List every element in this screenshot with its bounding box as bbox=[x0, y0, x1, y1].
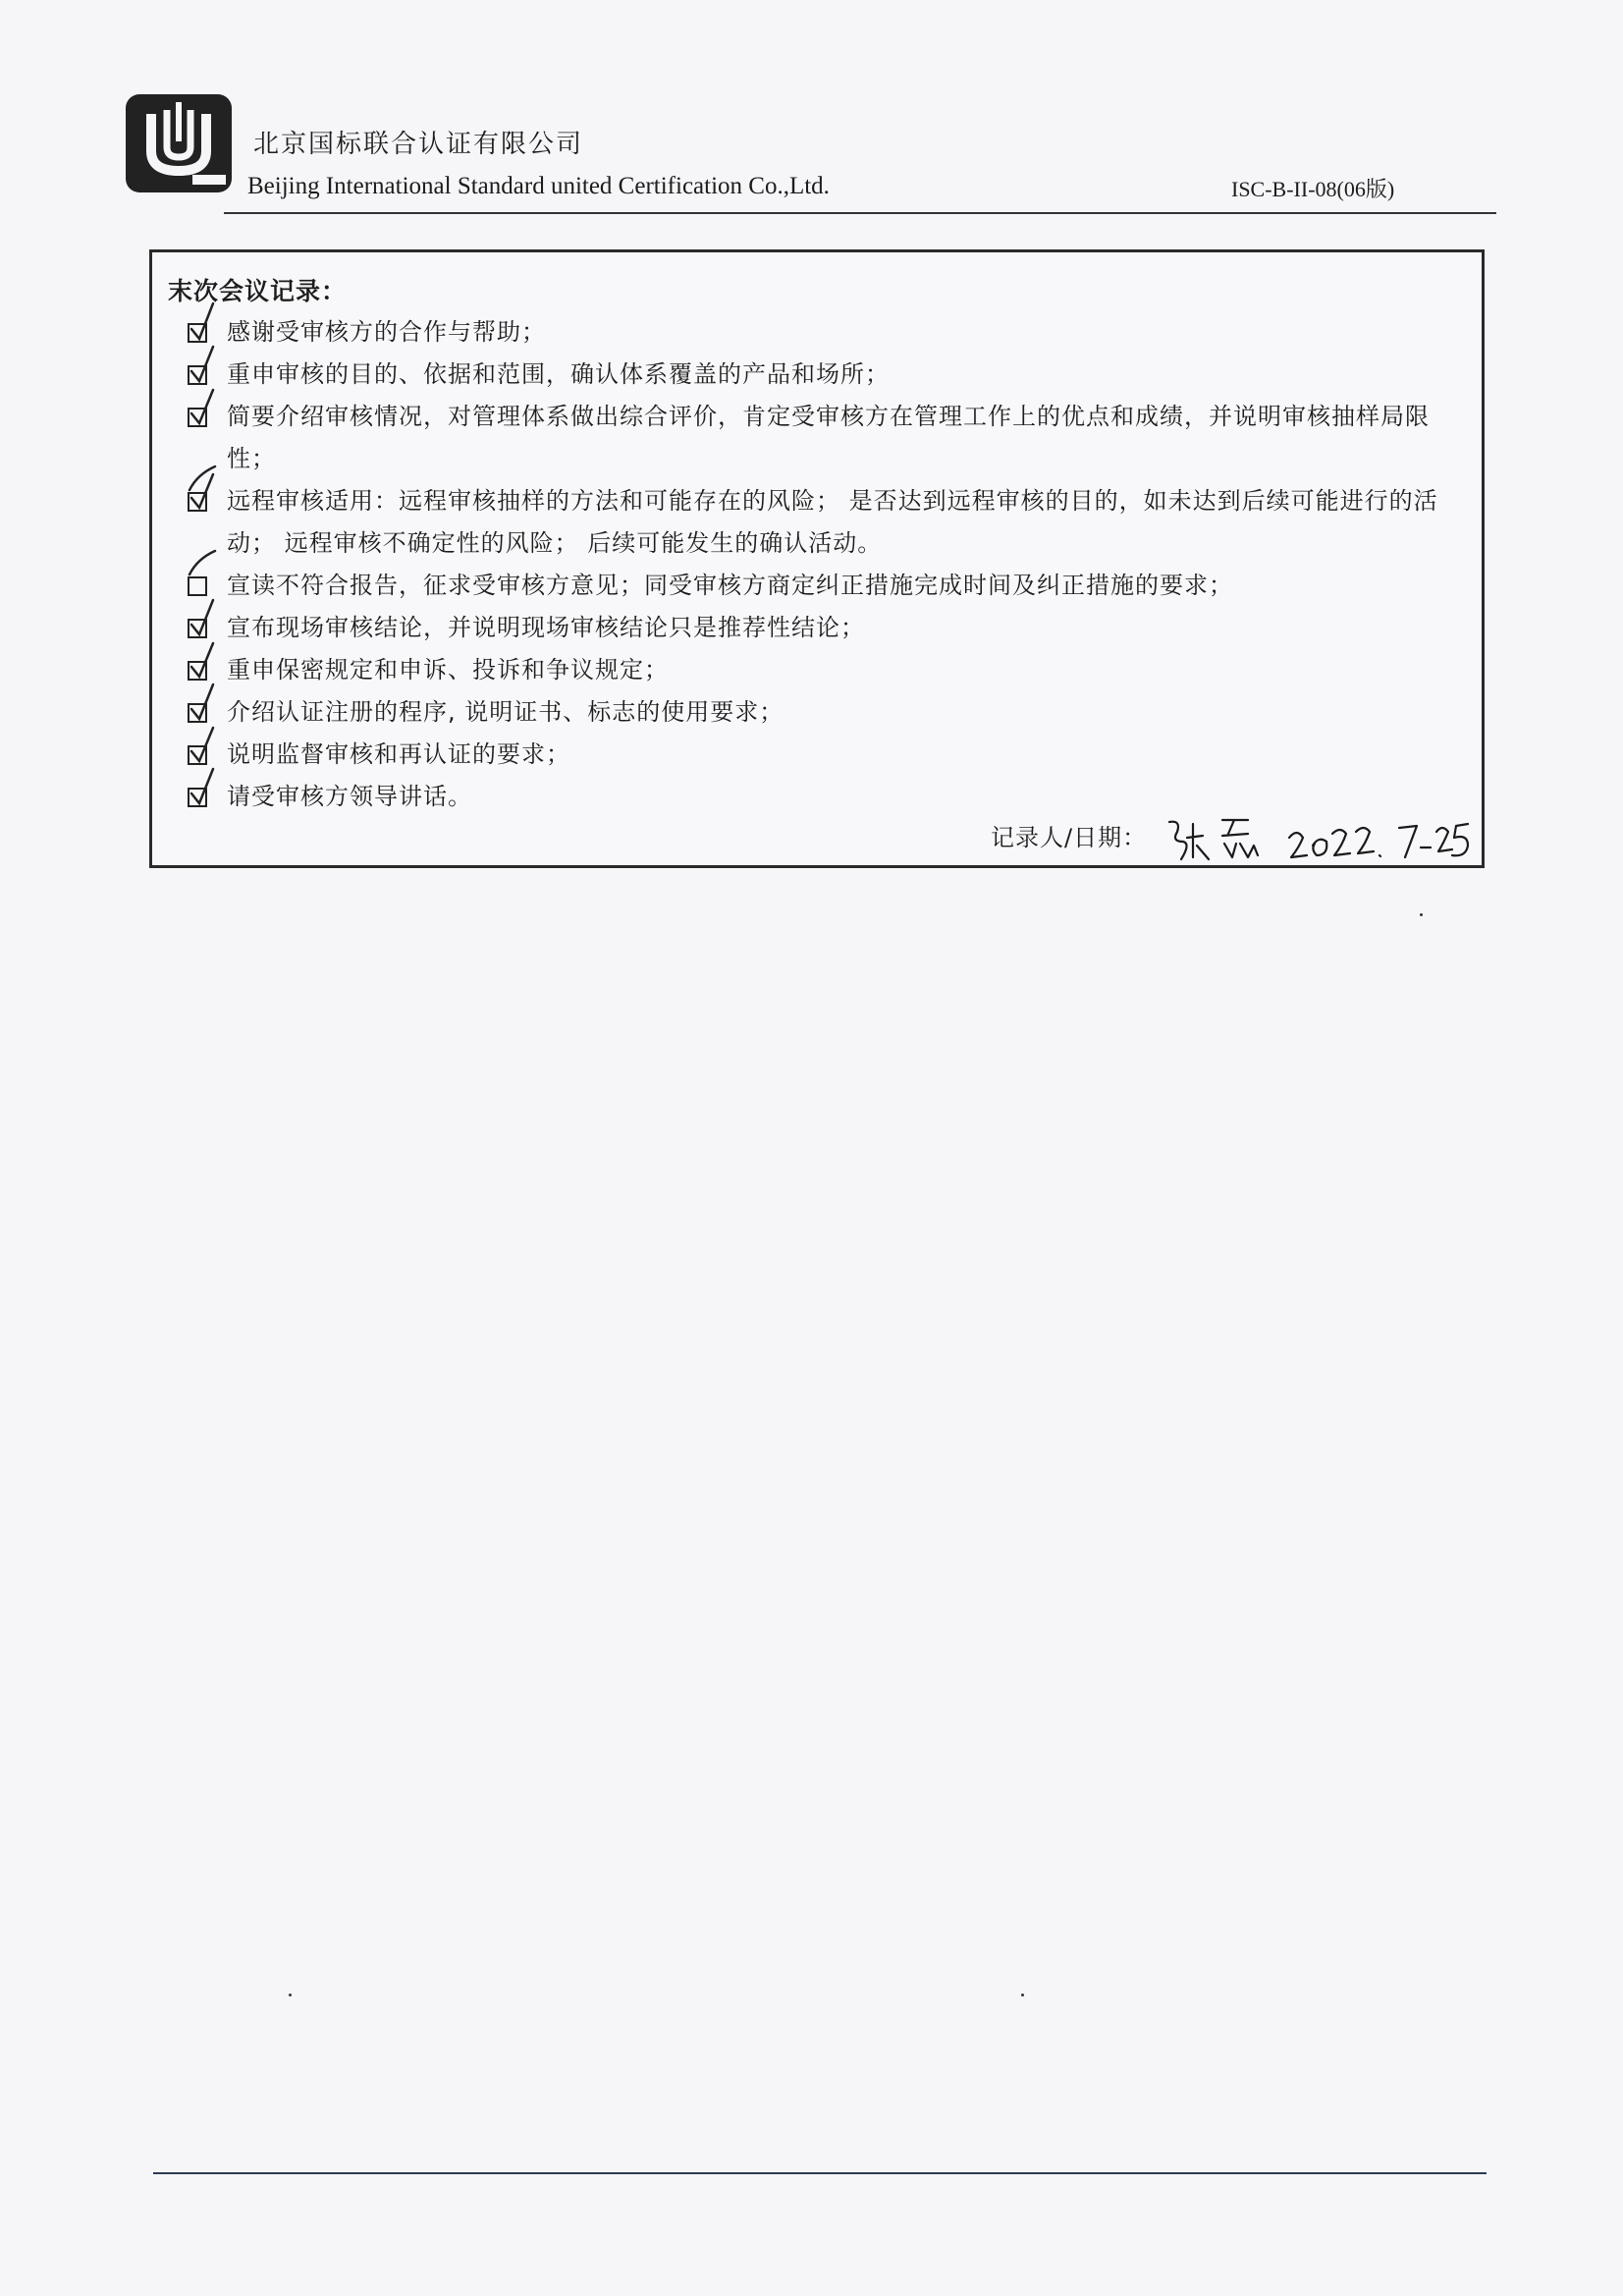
checklist-item-text: 重申审核的目的、依据和范围，确认体系覆盖的产品和场所； bbox=[227, 360, 890, 388]
checklist-item-text: 重申保密规定和申诉、投诉和争议规定； bbox=[227, 656, 669, 683]
checklist-item-text: 简要介绍审核情况，对管理体系做出综合评价，肯定受审核方在管理工作上的优点和成绩，并说明审核抽样局限性； bbox=[227, 403, 1430, 472]
checkbox[interactable] bbox=[188, 408, 207, 427]
checkbox[interactable] bbox=[188, 745, 207, 765]
checkbox[interactable] bbox=[188, 661, 207, 681]
record-title: 末次会议记录： bbox=[168, 277, 348, 305]
recorder-signature-row bbox=[843, 812, 1472, 867]
checklist-item-text: 请受审核方领导讲话。 bbox=[227, 783, 472, 810]
checklist-item-text: 宣布现场审核结论，并说明现场审核结论只是推荐性结论； bbox=[227, 614, 865, 641]
footer-divider bbox=[153, 2172, 1487, 2174]
checklist-item-text: 宣读不符合报告，征求受审核方意见；同受审核方商定纠正措施完成时间及纠正措施的要求； bbox=[227, 572, 1233, 599]
header-divider bbox=[224, 212, 1496, 214]
checkbox[interactable] bbox=[188, 703, 207, 723]
handwritten-signature-and-date bbox=[843, 812, 1472, 867]
checkmark-icon bbox=[189, 551, 215, 574]
document-code: ISC-B-II-08(06版) bbox=[1231, 177, 1395, 201]
checkbox[interactable] bbox=[188, 365, 207, 385]
isc-logo-icon bbox=[124, 92, 234, 194]
checklist-item-text: 介绍认证注册的程序, 说明证书、标志的使用要求； bbox=[227, 698, 784, 726]
checkmark-icon bbox=[189, 466, 215, 490]
checkbox[interactable] bbox=[188, 323, 207, 343]
paper-speck bbox=[289, 1994, 292, 1996]
checkbox[interactable] bbox=[188, 788, 207, 807]
recorder-label: 记录人/日期： bbox=[991, 824, 1148, 851]
checkbox[interactable] bbox=[188, 576, 207, 596]
checklist-item-text: 感谢受审核方的合作与帮助； bbox=[227, 318, 546, 346]
company-name-cn: 北京国标联合认证有限公司 bbox=[253, 130, 584, 159]
checkbox[interactable] bbox=[188, 492, 207, 512]
company-name-en: Beijing International Standard united Certification Co.,Ltd. bbox=[247, 173, 830, 199]
checkbox[interactable] bbox=[188, 619, 207, 638]
paper-speck bbox=[1021, 1994, 1024, 1996]
meeting-record-box bbox=[149, 249, 1485, 868]
paper-speck bbox=[1420, 913, 1423, 916]
checklist-item-text: 说明监督审核和再认证的要求； bbox=[227, 740, 570, 768]
checklist-item-text: 远程审核适用：远程审核抽样的方法和可能存在的风险； 是否达到远程审核的目的，如未达到后续可能进行的活动； 远程审核不确定性的风险； 后续可能发生的确认活动。 bbox=[227, 487, 1438, 557]
